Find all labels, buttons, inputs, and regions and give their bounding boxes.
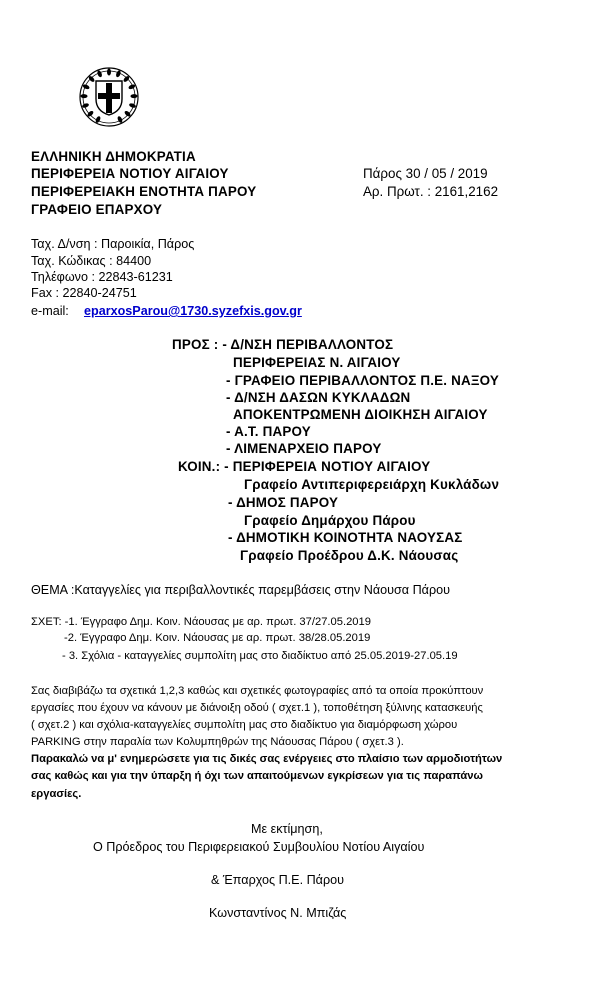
pros-line-2: ΠΕΡΙΦΕΡΕΙΑΣ Ν. ΑΙΓΑΙΟΥ [233, 355, 401, 370]
signer-title-1: Ο Πρόεδρος του Περιφερειακού Συμβουλίου Νοτίου Αιγαίου [93, 840, 425, 854]
pros-line-1: ΠΡΟΣ : - Δ/ΝΣΗ ΠΕΡΙΒΑΛΛΟΝΤΟΣ [172, 337, 394, 352]
pros-line-7: - ΛΙΜΕΝΑΡΧΕΙΟ ΠΑΡΟΥ [226, 441, 382, 456]
header-line-4: ΓΡΑΦΕΙΟ ΕΠΑΡΧΟΥ [31, 202, 163, 217]
body-bold-line-2: σας καθώς και για την ύπαρξη ή όχι των απαιτούμενων εγκρίσεων για τις παραπάνω [31, 770, 483, 782]
koin-line-4: Γραφείο Δημάρχου Πάρου [244, 513, 416, 528]
koin-line-6: Γραφείο Προέδρου Δ.Κ. Νάουσας [240, 548, 459, 563]
greek-state-emblem [79, 67, 139, 127]
header-line-1: ΕΛΛΗΝΙΚΗ ΔΗΜΟΚΡΑΤΙΑ [31, 149, 196, 164]
contact-fax: Fax : 22840-24751 [31, 286, 137, 300]
subject-line: ΘΕΜΑ :Καταγγελίες για περιβαλλοντικές παρεμβάσεις στην Νάουσα Πάρου [31, 583, 450, 597]
signer-title-2: & Έπαρχος Π.Ε. Πάρου [211, 873, 344, 887]
pros-line-4: - Δ/ΝΣΗ ΔΑΣΩΝ ΚΥΚΛΑΔΩΝ [226, 390, 411, 405]
header-line-3: ΠΕΡΙΦΕΡΕΙΑΚΗ ΕΝΟΤΗΤΑ ΠΑΡΟΥ [31, 184, 257, 199]
reference-2: -2. Έγγραφο Δημ. Κοιν. Νάουσας με αρ. πρωτ. 38/28.05.2019 [64, 632, 371, 644]
protocol-number: Αρ. Πρωτ. : 2161,2162 [363, 184, 499, 199]
koin-line-2: Γραφείο Αντιπεριφερειάρχη Κυκλάδων [244, 477, 500, 492]
contact-email-link[interactable]: eparxosParou@1730.syzefxis.gov.gr [84, 304, 302, 318]
koin-line-1: ΚΟΙΝ.: - ΠΕΡΙΦΕΡΕΙΑ ΝΟΤΙΟΥ ΑΙΓΑΙΟΥ [178, 459, 431, 474]
document-date: Πάρος 30 / 05 / 2019 [363, 166, 488, 181]
body-bold-line-1: Παρακαλώ να μ' ενημερώσετε για τις δικές σας ενέργειες στο πλαίσιο των αρμοδιοτήτων [31, 753, 503, 765]
contact-email-label: e-mail: [31, 304, 69, 318]
pros-line-6: - Α.Τ. ΠΑΡΟΥ [226, 424, 311, 439]
body-bold-line-3: εργασίες. [31, 788, 82, 800]
body-line-1: Σας διαβιβάζω τα σχετικά 1,2,3 καθώς και σχετικές φωτογραφίες από τα οποία προκύπτουν [31, 685, 484, 697]
koin-line-5: - ΔΗΜΟΤΙΚΗ ΚΟΙΝΟΤΗΤΑ ΝΑΟΥΣΑΣ [228, 530, 463, 545]
reference-1: ΣΧΕΤ: -1. Έγγραφο Δημ. Κοιν. Νάουσας με αρ. πρωτ. 37/27.05.2019 [31, 616, 371, 628]
contact-postal: Ταχ. Κώδικας : 84400 [31, 254, 152, 268]
body-line-2: εργασίες που έχουν να κάνουν με διάνοιξη οδού ( σχετ.1 ), τοποθέτηση ξύλινης κατασκευής [31, 702, 483, 714]
closing-text: Με εκτίμηση, [251, 822, 323, 836]
body-line-3: ( σχετ.2 ) και σχόλια-καταγγελίες συμπολίτη μας στο διαδίκτυο για διαμόρφωση χώρου [31, 719, 458, 731]
reference-3: - 3. Σχόλια - καταγγελίες συμπολίτη μας στο διαδίκτυο από 25.05.2019-27.05.19 [62, 650, 458, 662]
body-line-4: PARKING στην παραλία των Κολυμπηθρών της Νάουσας Πάρου ( σχετ.3 ). [31, 736, 404, 748]
pros-line-5: ΑΠΟΚΕΝΤΡΩΜΕΝΗ ΔΙΟΙΚΗΣΗ ΑΙΓΑΙΟΥ [233, 407, 488, 422]
contact-address: Ταχ. Δ/νση : Παροικία, Πάρος [31, 237, 195, 251]
contact-phone: Τηλέφωνο : 22843-61231 [31, 270, 173, 284]
koin-line-3: - ΔΗΜΟΣ ΠΑΡΟΥ [228, 495, 339, 510]
signer-name: Κωνσταντίνος Ν. Μπιζάς [209, 906, 347, 920]
header-line-2: ΠΕΡΙΦΕΡΕΙΑ ΝΟΤΙΟΥ ΑΙΓΑΙΟΥ [31, 166, 229, 181]
pros-line-3: - ΓΡΑΦΕΙΟ ΠΕΡΙΒΑΛΛΟΝΤΟΣ Π.Ε. ΝΑΞΟΥ [226, 373, 500, 388]
emblem-icon [79, 67, 139, 127]
